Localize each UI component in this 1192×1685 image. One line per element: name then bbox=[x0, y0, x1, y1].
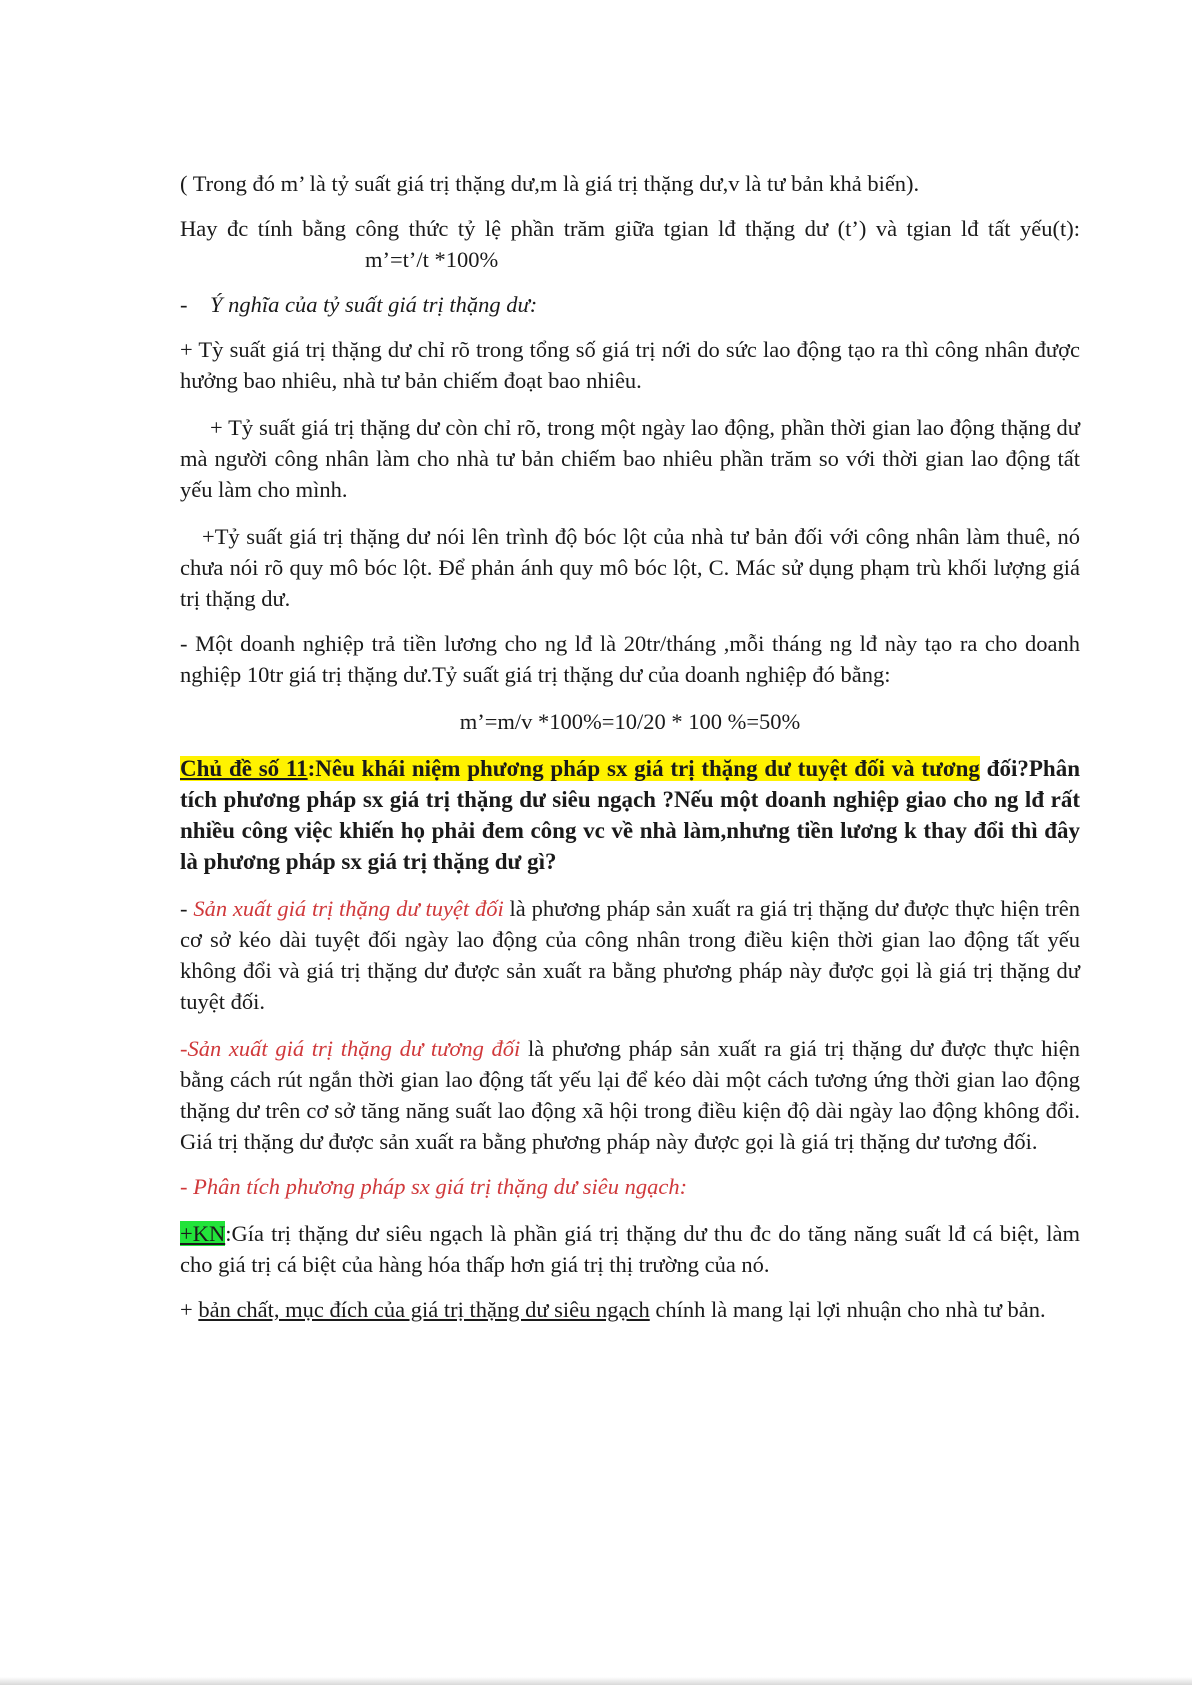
formula-time-text: Hay đc tính bằng công thức tỷ lệ phần trăm giữa tgian lđ thặng dư (t’) và tgian lđ tất yếu(t): bbox=[180, 216, 1080, 241]
page-bottom-edge bbox=[0, 1677, 1192, 1685]
dash-marker: - bbox=[180, 292, 188, 317]
absolute-term: Sản xuất giá trị thặng dư tuyệt đối bbox=[193, 896, 504, 921]
relative-text: là phương pháp sản xuất ra giá trị thặng dư được thực hiện bằng cách rút ngắn thời gian lao động tất yếu lại để kéo dài một cách tương ứng thời gian lao động thặng dư trên cơ sở tăng năng suất lao động xã hội trong điều kiện độ dài ngày lao động không đổi. Giá trị thặng dư được sản xuất ra bằng phương pháp này được gọi là giá trị thặng dư tương đối. bbox=[180, 1036, 1080, 1154]
paragraph-supernormal-nature bbox=[180, 1294, 1080, 1325]
definition-text: :Gía trị thặng dư siêu ngạch là phần giá trị thặng dư thu đc do tăng năng suất lđ cá biệt, làm cho giá trị cá biệt của hàng hóa thấp hơn giá trị thị trường của nó. bbox=[180, 1221, 1080, 1277]
relative-term: -Sản xuất giá trị thặng dư tương đối bbox=[180, 1036, 521, 1061]
paragraph-formula-time bbox=[180, 213, 1080, 275]
paragraph-definition-note: ( Trong đó m’ là tỷ suất giá trị thặng dư,m là giá trị thặng dư,v là tư bản khả biến). bbox=[180, 171, 920, 196]
section-meaning-title bbox=[180, 289, 1080, 320]
paragraph-relative bbox=[180, 1033, 1080, 1157]
paragraph-meaning-2: + Tỷ suất giá trị thặng dư còn chỉ rõ, trong một ngày lao động, phần thời gian lao động thặng dư mà người công nhân làm cho nhà tư bản chiếm bao nhiêu phần trăm so với thời gian lao động tất yếu làm cho mình. bbox=[180, 415, 1080, 502]
topic-heading-highlight: :Nêu khái niệm phương pháp sx giá trị thặng dư tuyệt đối và tương bbox=[307, 756, 980, 781]
nature-underlined: bản chất, mục đích của giá trị thặng dư siêu ngạch bbox=[198, 1297, 650, 1322]
paragraph-supernormal-definition bbox=[180, 1218, 1080, 1280]
nature-prefix: + bbox=[180, 1297, 199, 1322]
paragraph-meaning-3: +Tỷ suất giá trị thặng dư nói lên trình độ bóc lột của nhà tư bản đối với công nhân làm thuê, nó chưa nói rõ quy mô bóc lột. Để phản ánh quy mô bóc lột, C. Mác sử dụng phạm trù khối lượng giá trị thặng dư. bbox=[180, 524, 1080, 611]
document-body bbox=[180, 168, 1080, 1325]
formula-example: m’=m/v *100%=10/20 * 100 %=50% bbox=[459, 709, 801, 734]
section-supernormal-title: - Phân tích phương pháp sx giá trị thặng dư siêu ngạch: bbox=[180, 1174, 688, 1199]
absolute-prefix: - bbox=[180, 896, 194, 921]
absolute-text: là phương pháp sản xuất ra giá trị thặng dư được thực hiện trên cơ sở kéo dài tuyệt đối ngày lao động của công nhân trong điều kiện thời gian lao động tất yếu không đổi và giá trị thặng dư được sản xuất ra bằng phương pháp này được gọi là giá trị thặng dư tuyệt đối. bbox=[180, 896, 1080, 1014]
topic-heading-rest: đối?Phân tích phương pháp sx giá trị thặng dư siêu ngạch ?Nếu một doanh nghiệp giao cho ng lđ rất nhiều công việc khiến họ phải đem công vc về nhà làm,nhưng tiền lương k thay đổi thì đây là phương pháp sx giá trị thặng dư gì? bbox=[180, 756, 1080, 874]
meaning-title-text: Ý nghĩa của tỷ suất giá trị thặng dư: bbox=[210, 292, 538, 317]
definition-label: +KN bbox=[180, 1221, 226, 1246]
paragraph-absolute bbox=[180, 893, 1080, 1017]
paragraph-example: - Một doanh nghiệp trả tiền lương cho ng lđ là 20tr/tháng ,mỗi tháng ng lđ này tạo ra cho doanh nghiệp 10tr giá trị thặng dư.Tỷ suất giá trị thặng dư của doanh nghiệp đó bằng: bbox=[180, 631, 1080, 687]
nature-text: chính là mang lại lợi nhuận cho nhà tư bản. bbox=[649, 1297, 1046, 1322]
topic-heading bbox=[180, 753, 1080, 877]
paragraph-meaning-1: + Tỳ suất giá trị thặng dư chỉ rõ trong tổng số giá trị nới do sức lao động tạo ra thì công nhân được hưởng bao nhiêu, nhà tư bản chiếm đoạt bao nhiêu. bbox=[180, 337, 1080, 393]
topic-heading-label: Chủ đề số 11 bbox=[180, 756, 308, 781]
formula-time: m’=t’/t *100% bbox=[365, 247, 499, 272]
